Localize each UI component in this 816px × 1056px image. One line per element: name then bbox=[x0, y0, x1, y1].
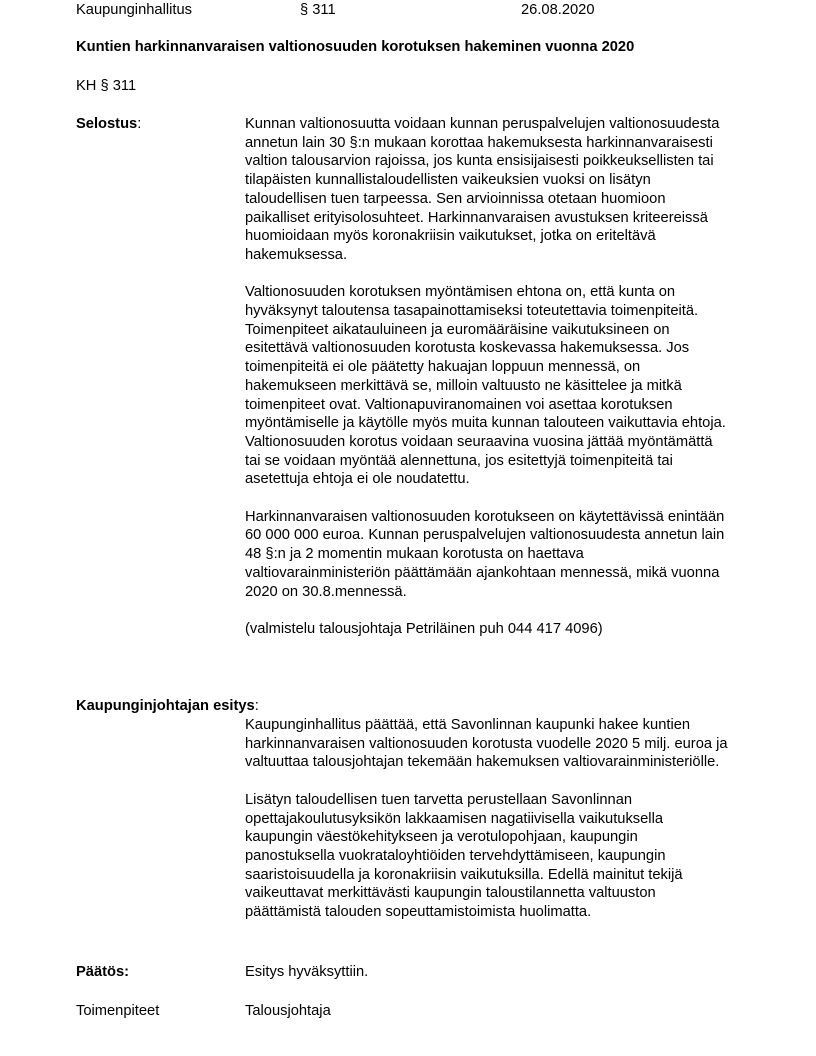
selostus-label-text: Selostus bbox=[76, 116, 138, 132]
selostus-label-colon: : bbox=[137, 116, 142, 132]
header-date: 26.08.2020 bbox=[521, 2, 595, 18]
esitys-paragraph: Lisätyn taloudellisen tuen tarvetta perustellaan Savonlinnan opettajakoulutusyksikön lakkaamisen nagatiivisella vaikutuksella kaupungin väestökehitykseen ja verotulopohjaan, kaupungin panostuksella vuokrataloyhtiöiden tervehdyttämiseen, kaupungin saaristoisuudella ja koronakriisin vaikutuksilla. Edellä mainitut tekijä vaikeuttavat merkittävästi kaupungin taloustilannetta valtuuston päättämistä talouden sopeuttamistoimista huolimatta. bbox=[245, 791, 683, 921]
esitys-label bbox=[76, 697, 259, 715]
paatos-label bbox=[76, 963, 129, 981]
selostus-paragraph: Valtionosuuden korotuksen myöntämisen ehtona on, että kunta on hyväksynyt taloutensa tasapainottamiseksi toteutettavia toimenpiteitä. Toimenpiteet aikatauluineen ja euromääräisine vaikutuksineen on esitettävä valtionosuuden korotusta koskevassa hakemuksessa. Jos toimenpiteitä ei ole päätetty hakuajan loppuun mennessä, on hakemukseen merkittävä se, milloin valtuusto ne käsittelee ja mitkä toimenpiteet ovat. Valtionapuviranomainen voi asettaa korotuksen myöntämiselle ja käytölle myös muita kunnan talouteen vaikuttavia ehtoja. Valtionosuuden korotus voidaan seuraavina vuosina jättää myöntämättä tai se voidaan myöntää alennettuna, jos esitettyjä toimenpiteitä tai asetettuja ehtoja ei ole noudatettu. bbox=[245, 284, 726, 488]
preparer-note: (valmistelu talousjohtaja Petriläinen puh 044 417 4096) bbox=[245, 620, 603, 637]
selostus-paragraph: Kunnan valtionosuutta voidaan kunnan peruspalvelujen valtionosuudesta annetun lain 30 §:n mukaan korottaa hakemuksesta harkinnanvaraisesti valtion talousarvion rajoissa, jos kunta ensisijaisesti poikkeuksellisten tai tilapäisten kunnallistaloudellisten vaikeuksien vuoksi on lisätyn taloudellisen tuen tarpeessa. Sen arvioinnissa otetaan huomioon paikalliset erityisolosuhteet. Harkinnanvaraisen avustuksen kriteereissä huomioidaan myös koronakriisin vaikutukset, jotka on eriteltävä hakemuksessa. bbox=[245, 116, 720, 263]
selostus-paragraph: Harkinnanvaraisen valtionosuuden korotukseen on käytettävissä enintään 60 000 000 euroa. Kunnan peruspalvelujen valtionosuudesta annetun lain 48 §:n ja 2 momentin mukaan korotusta on haettava valtiovarainministeriön päättämään ajankohtaan mennessä, mikä vuonna 2020 on 30.8.mennessä. bbox=[245, 508, 725, 600]
document-title: Kuntien harkinnanvaraisen valtionosuuden korotuksen hakeminen vuonna 2020 bbox=[76, 39, 635, 55]
header-organ: Kaupunginhallitus bbox=[76, 2, 192, 18]
esitys-label-text: Kaupunginjohtajan esitys bbox=[76, 698, 255, 714]
esitys-label-colon: : bbox=[254, 698, 259, 714]
paatos-text: Esitys hyväksyttiin. bbox=[245, 964, 369, 980]
selostus-body bbox=[245, 115, 731, 639]
toimenpiteet-text: Talousjohtaja bbox=[245, 1003, 331, 1019]
esitys-paragraph: Kaupunginhallitus päättää, että Savonlinnan kaupunki hakee kuntien harkinnanvaraisen valtionosuuden korotusta vuodelle 2020 5 milj. euroa ja valtuuttaa talousjohtajan tekemään hakemuksen valtiovarainministeriölle. bbox=[245, 717, 728, 771]
toimenpiteet-label: Toimenpiteet bbox=[76, 1003, 160, 1019]
esitys-body bbox=[245, 716, 731, 922]
selostus-label bbox=[76, 115, 141, 133]
kh-reference: KH § 311 bbox=[76, 78, 137, 94]
header-section: § 311 bbox=[300, 2, 336, 18]
paatos-label-text: Päätös: bbox=[76, 964, 130, 980]
